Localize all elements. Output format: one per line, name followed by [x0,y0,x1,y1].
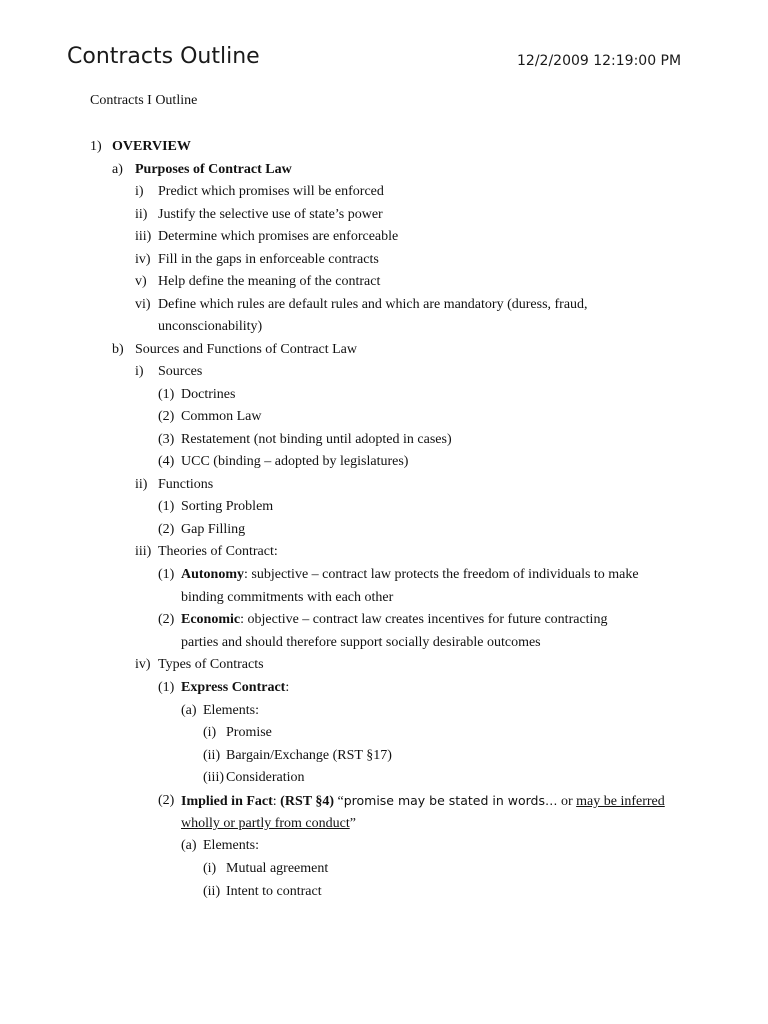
outline-text: Sources and Functions of Contract Law [135,342,358,357]
outline-marker: (ii) [203,884,221,899]
outline-text: wholly or partly from conduct [181,816,350,831]
outline-text: Help define the meaning of the contract [158,274,381,289]
outline-line [135,184,384,200]
outline-marker: (2) [158,409,175,424]
outline-marker: (2) [158,793,175,808]
outline-line [135,229,399,245]
outline-text: : [285,680,290,695]
outline-line [135,544,278,560]
outline-text: (RST §4) [280,794,334,809]
outline-text: Common Law [181,409,262,424]
outline-text: OVERVIEW [112,139,191,154]
outline-marker: (3) [158,432,175,447]
outline-text: binding commitments with each other [181,590,394,605]
outline-line [181,635,541,651]
outline-marker: (2) [158,612,175,627]
outline-text: Economic [181,612,241,627]
outline-text: Intent to contract [226,884,322,899]
outline-text: Purposes of Contract Law [135,162,292,177]
outline-line [203,725,272,741]
outline-text: : objective – contract law creates incentives for future contracting [240,612,608,627]
outline-line [135,657,264,673]
outline-text: Gap Filling [181,522,246,537]
outline-marker: (2) [158,522,175,537]
outline-line [135,274,381,290]
outline-marker: iii) [135,544,152,559]
outline-text: Autonomy [181,567,245,582]
outline-line [158,793,665,810]
outline-line [135,477,214,493]
outline-text: or [557,794,577,809]
outline-text: Sorting Problem [181,499,274,514]
outline-text: Define which rules are default rules and which are mandatory (duress, fraud, [158,297,588,312]
document-datetime: 12/2/2009 12:19:00 PM [517,53,682,69]
outline-marker: (1) [158,387,175,402]
outline-text: Determine which promises are enforceable [158,229,399,244]
outline-marker: iii) [135,229,152,244]
outline-line [112,342,358,358]
outline-text: “ [333,794,344,809]
outline-text: Theories of Contract: [158,544,278,559]
outline-marker: (4) [158,454,175,469]
outline-marker: (i) [203,861,217,876]
outline-line [135,364,203,380]
outline-text: Sources [158,364,203,379]
outline-marker: ii) [135,477,148,492]
outline-text: Consideration [226,770,305,785]
outline-marker: (1) [158,499,175,514]
outline-text: Implied in Fact [181,794,273,809]
outline-marker: iv) [135,252,151,267]
outline-marker: ii) [135,207,148,222]
outline-line [203,770,305,786]
outline-marker: a) [112,162,123,177]
outline-text: : subjective – contract law protects the freedom of individuals to make [244,567,639,582]
outline-marker: vi) [135,297,151,312]
outline-line [158,680,290,696]
outline-line [158,409,262,425]
outline-text: Elements: [203,838,259,853]
document-title: Contracts Outline [67,44,260,69]
outline-marker: v) [135,274,147,289]
outline-line [203,861,329,877]
outline-marker: 1) [90,139,102,154]
outline-line [158,522,246,538]
outline-text: ” [349,816,356,831]
outline-line [158,319,262,335]
outline-marker: b) [112,342,124,357]
outline-line [135,297,588,313]
outline-marker: (iii) [203,770,224,785]
outline-line [181,816,356,832]
outline-line [181,838,259,854]
outline-text: promise may be stated in words… [343,793,558,808]
outline-marker: i) [135,184,144,199]
outline-line [181,703,259,719]
outline-line [112,162,292,178]
document-subtitle: Contracts I Outline [90,93,198,108]
outline-text: UCC (binding – adopted by legislatures) [181,454,409,469]
outline-text: Restatement (not binding until adopted in cases) [181,432,452,447]
outline-line [90,139,191,155]
outline-line [135,252,379,268]
outline-line [181,590,393,606]
outline-text: Fill in the gaps in enforceable contracts [158,252,379,267]
outline-line [203,884,322,900]
outline-marker: (a) [181,838,197,853]
outline-line [158,432,452,448]
outline-text: Bargain/Exchange (RST §17) [226,748,392,763]
outline-marker: (a) [181,703,197,718]
outline-marker: iv) [135,657,151,672]
outline-text: Express Contract [181,680,286,695]
outline-marker: (i) [203,725,217,740]
outline-text: : [272,794,281,809]
outline-text: may be inferred [576,794,665,809]
outline-line [158,387,236,403]
outline-line [158,612,608,628]
outline-text: parties and should therefore support socially desirable outcomes [181,635,541,650]
outline-text: Justify the selective use of state’s power [158,207,383,222]
outline-text: unconscionability) [158,319,263,334]
outline-marker: (1) [158,680,175,695]
outline-line [158,499,274,515]
outline-line [203,748,392,764]
outline-text: Types of Contracts [158,657,264,672]
outline-marker: (1) [158,567,175,582]
outline-marker: (ii) [203,748,221,763]
outline-text: Mutual agreement [226,861,329,876]
outline-line [158,567,639,583]
outline-line [158,454,409,470]
outline-text: Predict which promises will be enforced [158,184,384,199]
outline-text: Doctrines [181,387,236,402]
outline-text: Elements: [203,703,259,718]
outline-marker: i) [135,364,144,379]
outline-text: Promise [226,725,272,740]
outline-text: Functions [158,477,214,492]
outline-line [135,207,383,223]
